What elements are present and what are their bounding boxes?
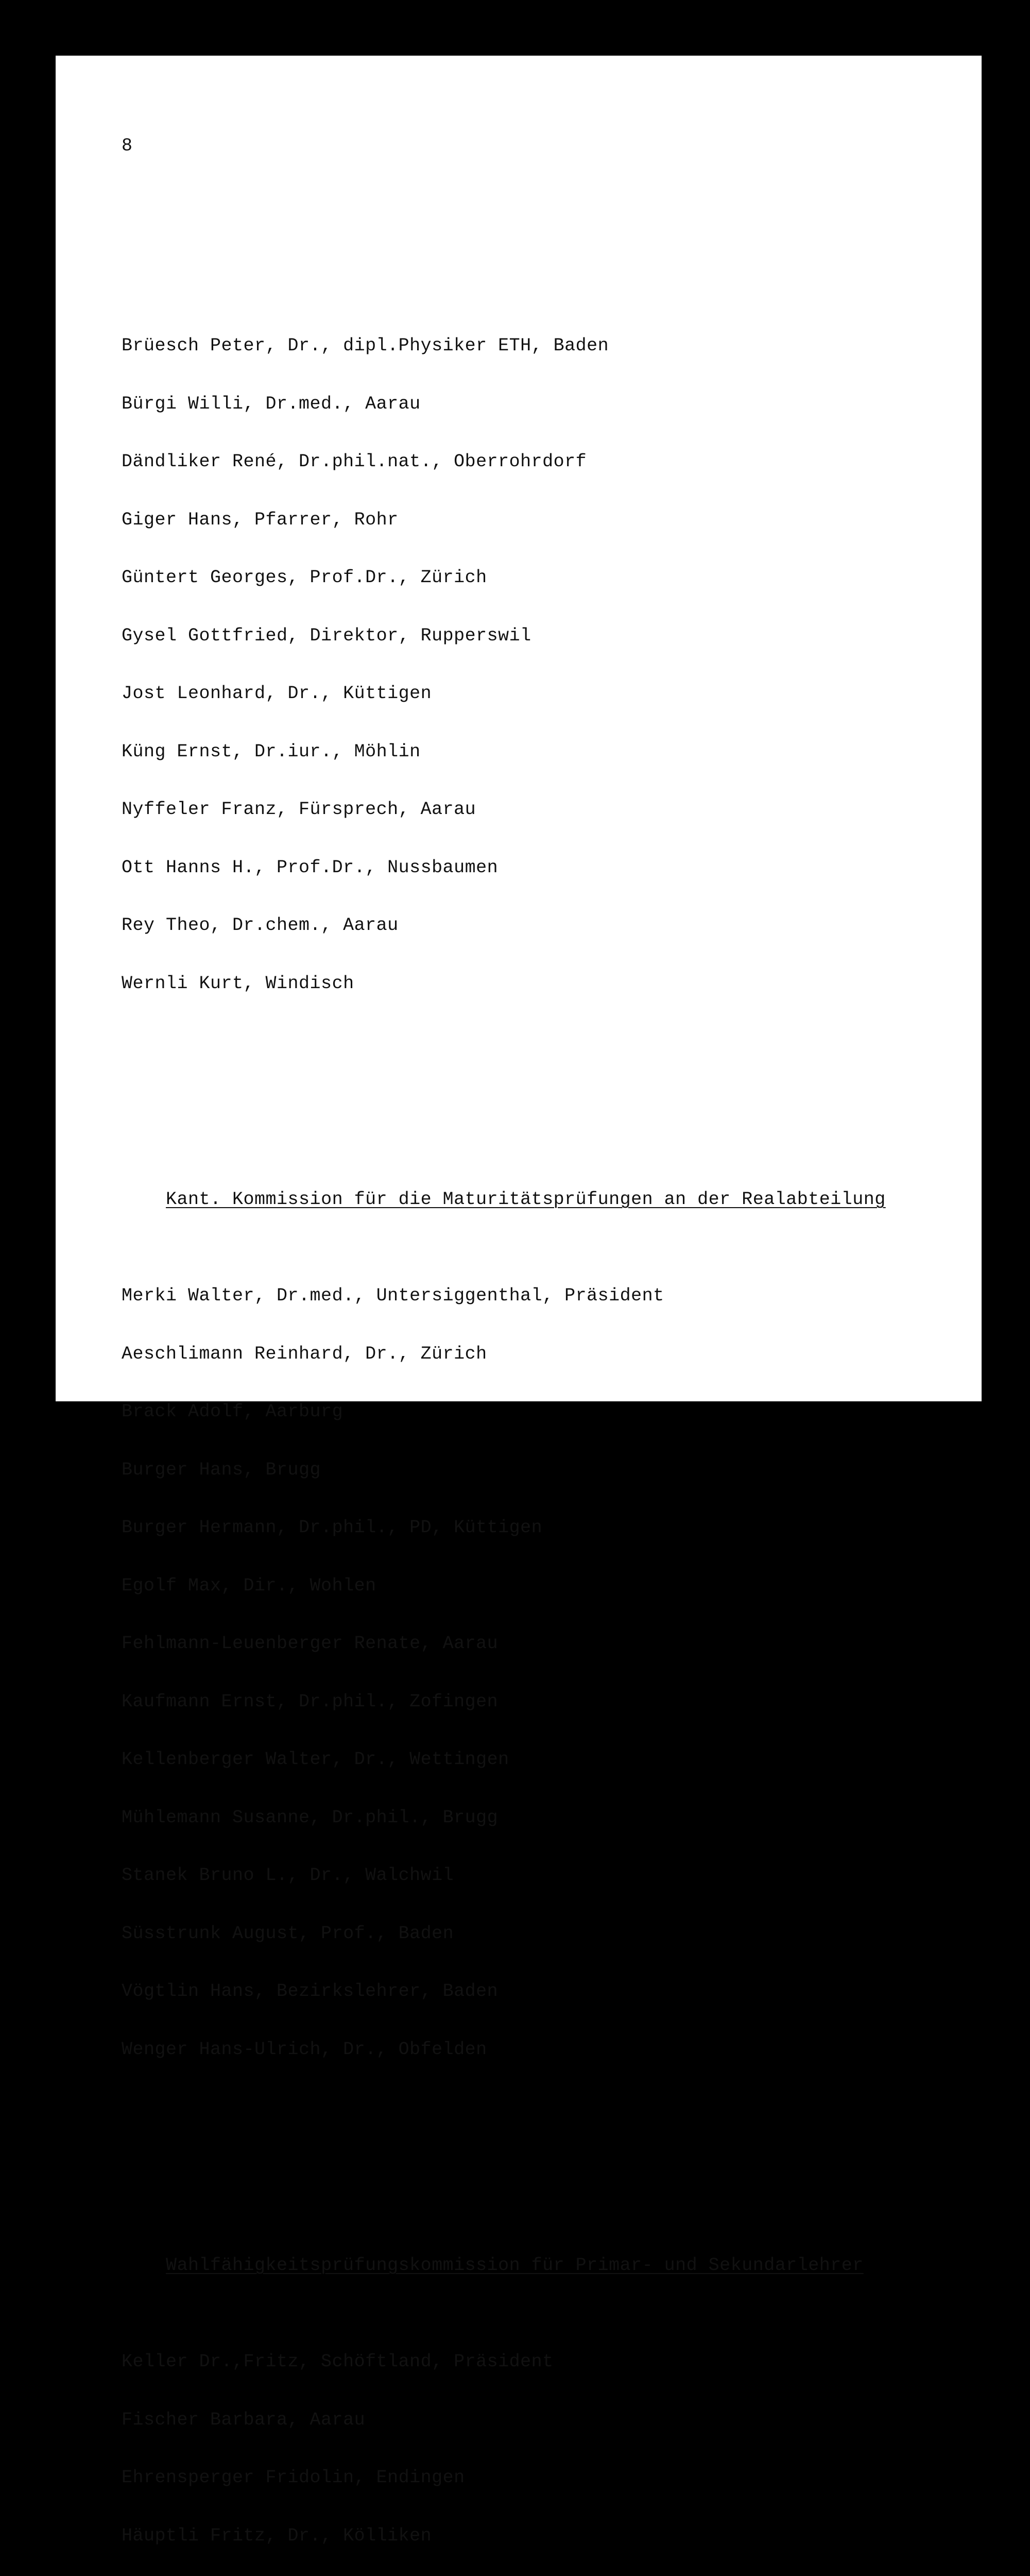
list-item: Vögtlin Hans, Bezirkslehrer, Baden (122, 1982, 925, 2002)
list-item: Kaufmann Ernst, Dr.phil., Zofingen (122, 1692, 925, 1712)
member-list (122, 1248, 925, 2098)
list-item: Ehrensperger Fridolin, Endingen (122, 2468, 925, 2488)
list-item: Küng Ernst, Dr.iur., Möhlin (122, 742, 925, 762)
list-item: Jost Leonhard, Dr., Küttigen (122, 684, 925, 704)
members-section-3 (122, 2237, 925, 2576)
page-number: 8 (122, 137, 925, 156)
list-item: Burger Hans, Brugg (122, 1461, 925, 1480)
member-list (122, 2314, 925, 2576)
list-item: Nyffeler Franz, Fürsprech, Aarau (122, 800, 925, 820)
list-item: Fischer Barbara, Aarau (122, 2411, 925, 2430)
list-item: Wenger Hans-Ulrich, Dr., Obfelden (122, 2040, 925, 2060)
list-item: Dändliker René, Dr.phil.nat., Oberrohrdorf (122, 452, 925, 472)
list-item: Ott Hanns H., Prof.Dr., Nussbaumen (122, 858, 925, 878)
list-item: Kellenberger Walter, Dr., Wettingen (122, 1750, 925, 1770)
list-item: Burger Hermann, Dr.phil., PD, Küttigen (122, 1518, 925, 1538)
list-item: Brüesch Peter, Dr., dipl.Physiker ETH, Baden (122, 336, 925, 356)
document-body (122, 98, 925, 2576)
list-item: Merki Walter, Dr.med., Untersiggenthal, Präsident (122, 1286, 925, 1306)
list-item: Häuptli Fritz, Dr., Kölliken (122, 2527, 925, 2546)
members-section-1 (122, 259, 925, 1071)
list-item: Keller Dr.,Fritz, Schöftland, Präsident (122, 2352, 925, 2372)
list-item: Giger Hans, Pfarrer, Rohr (122, 511, 925, 530)
list-item: Rey Theo, Dr.chem., Aarau (122, 916, 925, 936)
member-list (122, 298, 925, 1032)
list-item: Fehlmann-Leuenberger Renate, Aarau (122, 1634, 925, 1654)
list-item: Stanek Bruno L., Dr., Walchwil (122, 1866, 925, 1886)
list-item: Süsstrunk August, Prof., Baden (122, 1924, 925, 1944)
list-item: Bürgi Willi, Dr.med., Aarau (122, 395, 925, 414)
list-item: Egolf Max, Dir., Wohlen (122, 1577, 925, 1596)
section-heading: Wahlfähigkeitsprüfungskommission für Primar- und Sekundarlehrer (166, 2256, 864, 2276)
section-heading: Kant. Kommission für die Maturitätsprüfungen an der Realabteilung (166, 1190, 886, 1210)
list-item: Güntert Georges, Prof.Dr., Zürich (122, 568, 925, 588)
list-item: Aeschlimann Reinhard, Dr., Zürich (122, 1345, 925, 1364)
list-item: Mühlemann Susanne, Dr.phil., Brugg (122, 1808, 925, 1828)
list-item: Gysel Gottfried, Direktor, Rupperswil (122, 626, 925, 646)
list-item: Wernli Kurt, Windisch (122, 974, 925, 994)
list-item: Brack Adolf, Aarburg (122, 1402, 925, 1422)
members-section-2 (122, 1171, 925, 2137)
